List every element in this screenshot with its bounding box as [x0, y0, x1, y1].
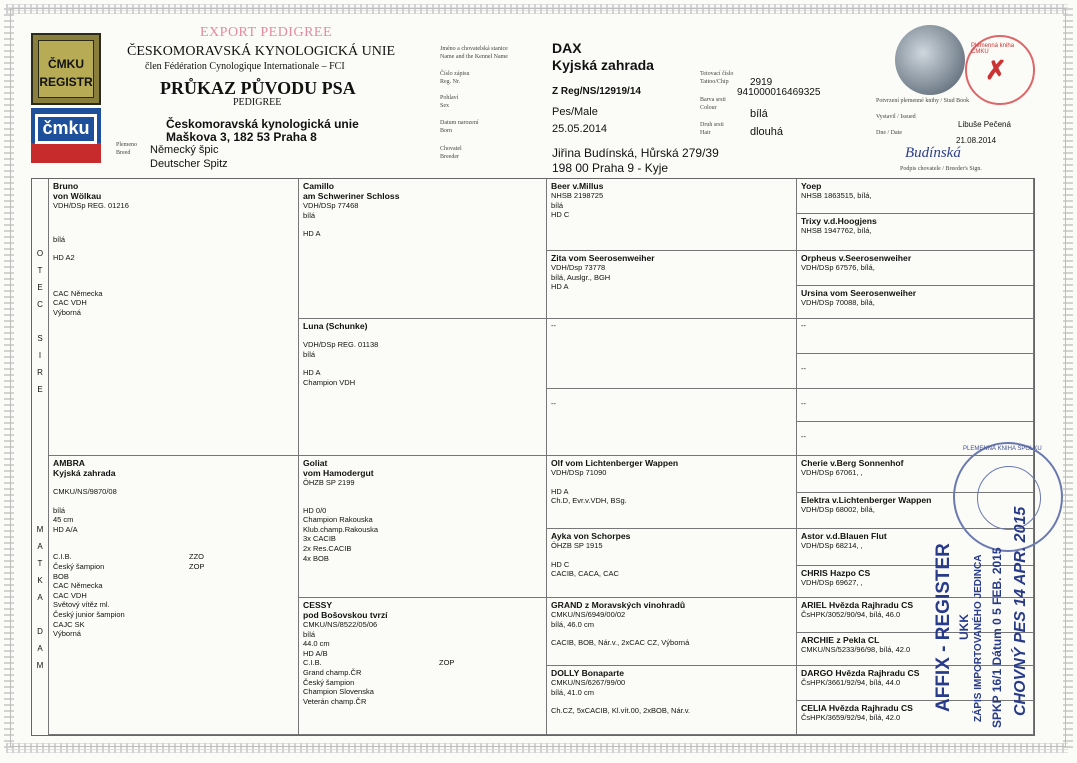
colour-label-en: Colour	[700, 105, 717, 111]
org-fci: člen Fédération Cynologique Internationale – FCI	[145, 61, 345, 72]
breeder-label-en: Breeder	[440, 154, 459, 160]
breed-label: Plemeno	[116, 142, 137, 148]
gen4-cell-3: Orpheus v.Seerosenweiher VDH/DSp 67576, bílá,	[797, 251, 1034, 286]
gen3-cell-1: Beer v.Millus NHSB 2198725 bílá HD C	[547, 179, 797, 251]
signature-label: Podpis chovatele / Breeder's Sign.	[900, 166, 982, 172]
gen4-cell-13: ARIEL Hvězda Rajhradu CS ČsHPK/3052/90/94, bílá, 46.0	[797, 598, 1034, 633]
name-label: Jméno a chovatelská stanice	[440, 46, 508, 52]
gen3-cell-4: --	[547, 389, 797, 456]
name-label-en: Name and the Kennel Name	[440, 54, 508, 60]
sex-value: Pes/Male	[552, 106, 598, 118]
sire-sire-cell: Camillo am Schweriner Schloss VDH/DSp 77468 bílá HD A	[299, 179, 547, 319]
org-bold: Českomoravská kynologická unie	[166, 117, 359, 131]
dam-cell: AMBRA Kyjská zahrada CMKU/NS/9870/08 bílá 45 cm HD A/A C.I.B. ZZO Český šampion ZOP BOB CAC Německa CAC VDH Světový vítěz ml. Český junior šampion CAJC SK Výborná	[49, 456, 299, 735]
hair-label-en: Hair	[700, 130, 711, 136]
gen4-cell-11: Astor v.d.Blauen Flut VDH/DSp 68214, ,	[797, 529, 1034, 566]
chip-value: 941000016469325	[737, 87, 821, 98]
gen4-cell-2: Trixy v.d.Hoogjens NHSB 1947762, bílá,	[797, 214, 1034, 251]
tattoo-label: Tetovací číslo	[700, 71, 734, 77]
gen4-cell-16: CELIA Hvězda Rajhradu CS ČsHPK/3659/92/94, bílá, 42.0	[797, 701, 1034, 735]
dam-side-letters: M A T K A D A M	[36, 525, 44, 670]
sire-cell: Bruno von Wölkau VDH/DSp REG. 01216 bílá HD A2 CAC Německa CAC VDH Výborná	[49, 179, 299, 456]
affix-register-stamp: AFFIX - REGISTER	[933, 543, 954, 712]
spkp-date-stamp: SPKP 16/1 Dátum 0 5 FEB. 2015	[990, 547, 1004, 728]
gen3-cell-2: Zita vom Seerosenweiher VDH/Dsp 73778 bílá, Auslgr., BGH HD A	[547, 251, 797, 319]
document-title: PRŮKAZ PŮVODU PSA	[160, 78, 356, 98]
gen4-cell-6: --	[797, 354, 1034, 389]
gen4-cell-12: CHRIS Hazpo CS VDH/DSp 69627, ,	[797, 566, 1034, 598]
reg-label-en: Reg. Nr.	[440, 79, 461, 85]
studbook-confirm-label: Potvrzení plemenné knihy / Stud Book	[876, 98, 970, 104]
issue-date: 21.08.2014	[956, 136, 997, 145]
org-name-cz: ČESKOMORAVSKÁ KYNOLOGICKÁ UNIE	[127, 44, 396, 59]
red-studbook-stamp: ✗ Plemenná kniha ČMKU	[965, 35, 1035, 105]
tattoo-value: 2919	[750, 77, 773, 88]
document-title-en: PEDIGREE	[233, 97, 282, 108]
breeder-signature: Budínská	[905, 145, 961, 161]
date-label: Dne / Date	[876, 130, 902, 136]
gen4-cell-10: Elektra v.Lichtenberger Wappen VDH/DSp 68002, bílá,	[797, 493, 1034, 529]
gen3-cell-6: Ayka von Schorpes ÖHZB SP 1915 HD C CACIB, CACA, CAC	[547, 529, 797, 598]
cmku-registr-logo	[31, 33, 101, 105]
pedigree-grid	[31, 178, 1035, 736]
born-label-en: Born	[440, 128, 452, 134]
gen4-cell-9: Cherie v.Berg Sonnenhof VDH/DSp 67061, ,	[797, 456, 1034, 493]
tattoo-label-en: Tattoo/Chip	[700, 79, 729, 85]
breeder-line2: 198 00 Praha 9 - Kyje	[552, 161, 669, 175]
org-address: Maškova 3, 182 53 Praha 8	[166, 130, 317, 144]
gen3-cell-5: Olf vom Lichtenberger Wappen VDH/DSp 71090 HD A Ch.D, Evr.v.VDH, BSg.	[547, 456, 797, 529]
sex-label-en: Sex	[440, 103, 449, 109]
breed-cz: Německý špic	[150, 144, 219, 156]
dog-name: DAX	[552, 40, 582, 56]
born-value: 25.05.2014	[552, 123, 608, 135]
dog-kennel: Kyjská zahrada	[552, 57, 654, 73]
gen4-cell-4: Ursina vom Seerosenweiher VDH/DSp 70088, bílá,	[797, 286, 1034, 319]
gen4-cell-15: DARGO Hvězda Rajhradu CS ČsHPK/3661/92/94, bílá, 44.0	[797, 666, 1034, 701]
dam-sire-cell: Goliat vom Hamodergut ÖHZB SP 2199 HD 0/0 Champion Rakouska Klub.champ.Rakouska 3x CACIB 2x Res.CACIB 4x BOB	[299, 456, 547, 598]
gen3-cell-8: DOLLY Bonaparte CMKU/NS/6267/99/00 bílá, 41.0 cm Ch.CZ, 5xCACIB, Kl.vít.00, 2xBOB, Nár.v.	[547, 666, 797, 735]
breeding-dog-stamp: CHOVNÝ PES 14 APR. 2015	[1012, 506, 1029, 716]
gen4-cell-8: --	[797, 422, 1034, 456]
breed-label-en: Breed	[116, 150, 131, 156]
sire-side-letters: O T E C S I R E	[36, 249, 44, 394]
dam-dam-cell: CESSY pod Bošovskou tvrzí CMKU/NS/8522/05/06 bílá 44.0 cm HD A/B C.I.B. ZOP Grand champ.ČR Český šampion Champion Slovenska Veterán champ.ČR	[299, 598, 547, 735]
blue-studbook-stamp	[953, 442, 1063, 552]
breed-de: Deutscher Spitz	[150, 158, 228, 170]
gen4-cell-5: --	[797, 319, 1034, 354]
gen3-cell-7: GRAND z Moravských vinohradů CMKU/NS/6949/00/02 bílá, 46.0 cm CACIB, BOB, Nár.v., 2xCAC CZ, Výborná	[547, 598, 797, 666]
logo-bottom-text: REGISTR	[39, 75, 93, 89]
blue-stamp-text: PLEMENNÁ KNIHA SPOLKU	[963, 446, 1042, 452]
gen4-cell-7: --	[797, 389, 1034, 422]
reg-label: Číslo zápisu	[440, 71, 470, 77]
hair-label: Druh srsti	[700, 122, 724, 128]
issued-by: Libuše Pečená	[958, 120, 1011, 129]
breeder-line1: Jiřina Budínská, Hůrská 279/39	[552, 146, 719, 160]
hair-value: dlouhá	[750, 126, 784, 138]
cmku-logo	[31, 108, 101, 163]
logo-top-text: ČMKU	[48, 57, 84, 71]
import-registration-stamp: ZÁPIS IMPORTOVANÉHO JEDINCA	[973, 554, 984, 722]
colour-label: Barva srsti	[700, 97, 726, 103]
export-pedigree-title: EXPORT PEDIGREE	[200, 25, 333, 40]
gen4-cell-14: ARCHIE z Pekla CL CMKU/NS/5233/96/98, bílá, 42.0	[797, 633, 1034, 666]
cmku-logo-text: čmku	[35, 114, 97, 144]
issued-label: Vystavil / Issued	[876, 114, 916, 120]
colour-value: bílá	[750, 108, 768, 120]
sire-dam-cell: Luna (Schunke) VDH/DSp REG. 01138 bílá HD A Champion VDH	[299, 319, 547, 456]
red-stamp-text: Plemenná kniha ČMKU	[971, 43, 1015, 55]
hologram-seal	[895, 25, 965, 95]
ukk-stamp: UKK	[957, 614, 971, 640]
gen3-cell-3: --	[547, 319, 797, 389]
sex-label: Pohlaví	[440, 95, 459, 101]
reg-number: Z Reg/NS/12919/14	[552, 86, 641, 97]
breeder-label: Chovatel	[440, 146, 462, 152]
born-label: Datum narození	[440, 120, 479, 126]
gen4-cell-1: Yoep NHSB 1863515, bílá,	[797, 179, 1034, 214]
